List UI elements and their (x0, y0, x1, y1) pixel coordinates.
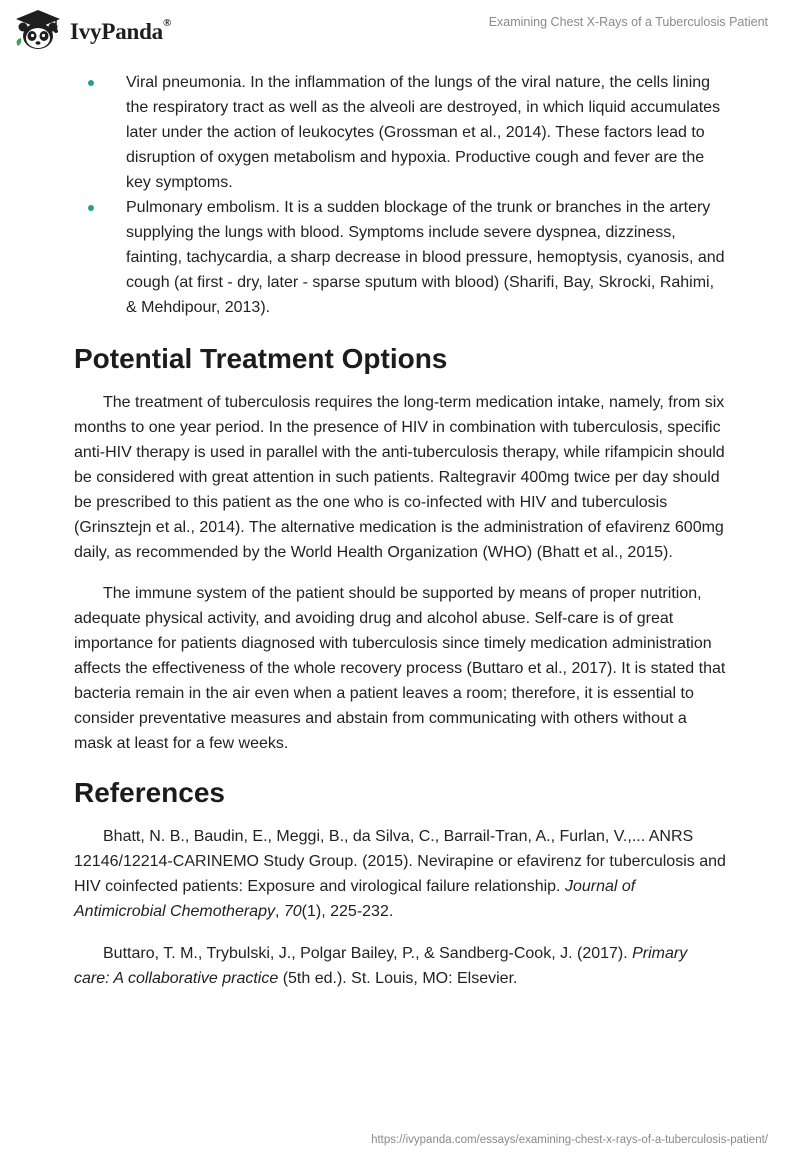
essay-content (74, 70, 726, 1008)
treatment-paragraph: The treatment of tuberculosis requires the long-term medication intake, namely, from six months to one year period. In the presence of HIV in combination with tuberculosis, specific anti-HIV therapy is used in parallel with the anti-tuberculosis therapy, while rifampicin should be considered with great attention in such patients. Raltegravir 400mg twice per day should be prescribed to this patient as the one who is co-infected with HIV and tuberculosis (Grinsztejn et al., 2014). The alternative medication is the administration of efavirenz 600mg daily, as recommended by the World Health Organization (WHO) (Bhatt et al., 2015). (74, 394, 725, 561)
book-title: Primary care: A collaborative practice (74, 945, 688, 987)
registered-mark: ® (162, 17, 172, 30)
differential-diagnosis-list (74, 70, 726, 320)
source-url[interactable]: https://ivypanda.com/essays/examining-chest-x-rays-of-a-tuberculosis-patient/ (371, 1134, 768, 1146)
list-item-text: Pulmonary embolism. It is a sudden blockage of the trunk or branches in the artery supplying the lungs with blood. Symptoms include severe dyspnea, dizziness, fainting, tachycardia, a sharp decrease in blood pressure, hemoptysis, cyanosis, and cough (at first - dry, later - sparse sputum with blood) (Sharifi, Bay, Skrocki, Rahimi, & Mehdipour, 2013). (126, 199, 725, 316)
journal-title: Journal of Antimicrobial Chemotherapy (74, 878, 636, 920)
reference-entry: Buttaro, T. M., Trybulski, J., Polgar Bailey, P., & Sandberg-Cook, J. (2017). Primary care: A collaborative practice (5th ed.). St. Louis, MO: Elsevier. (74, 945, 688, 987)
list-item-text: Viral pneumonia. In the inflammation of the lungs of the viral nature, the cells lining the respiratory tract as well as the alveoli are destroyed, in which liquid accumulates later under the action of leukocytes (Grossman et al., 2014). These factors lead to disruption of oxygen metabolism and hypoxia. Productive cough and fever are the key symptoms. (126, 74, 721, 191)
reference-entry: Bhatt, N. B., Baudin, E., Meggi, B., da Silva, C., Barrail-Tran, A., Furlan, V.,... ANRS 12146/12214-CARINEMO Study Group. (2015). Nevirapine or efavirenz for tuberculosis and HIV coinfected patients: Exposure and virological failure relationship. Journal of Antimicrobial Chemotherapy, 70(1), 225-232. (74, 828, 726, 920)
page-header (0, 0, 800, 64)
brand-logo[interactable] (12, 8, 171, 52)
list-item (74, 70, 726, 195)
document-title: Examining Chest X-Rays of a Tuberculosis Patient (488, 15, 768, 29)
bullet-icon (88, 205, 94, 211)
list-item (74, 195, 726, 320)
treatment-paragraph: The immune system of the patient should be supported by means of proper nutrition, adequate physical activity, and avoiding drug and alcohol abuse. Self-care is of great importance for patients diagnosed with tuberculosis since timely medication administration affects the effectiveness of the whole recovery process (Buttaro et al., 2017). It is stated that bacteria remain in the air even when a patient leaves a room; therefore, it is essential to consider preventative measures and abstain from communicating with others without a mask at least for a few weeks. (74, 585, 726, 752)
treatment-heading: Potential Treatment Options (74, 343, 448, 374)
references-heading: References (74, 777, 225, 808)
journal-volume: 70 (283, 903, 302, 920)
panda-graduate-icon (12, 8, 64, 52)
bullet-icon (88, 80, 94, 86)
brand-name: IvyPanda® (70, 17, 172, 44)
